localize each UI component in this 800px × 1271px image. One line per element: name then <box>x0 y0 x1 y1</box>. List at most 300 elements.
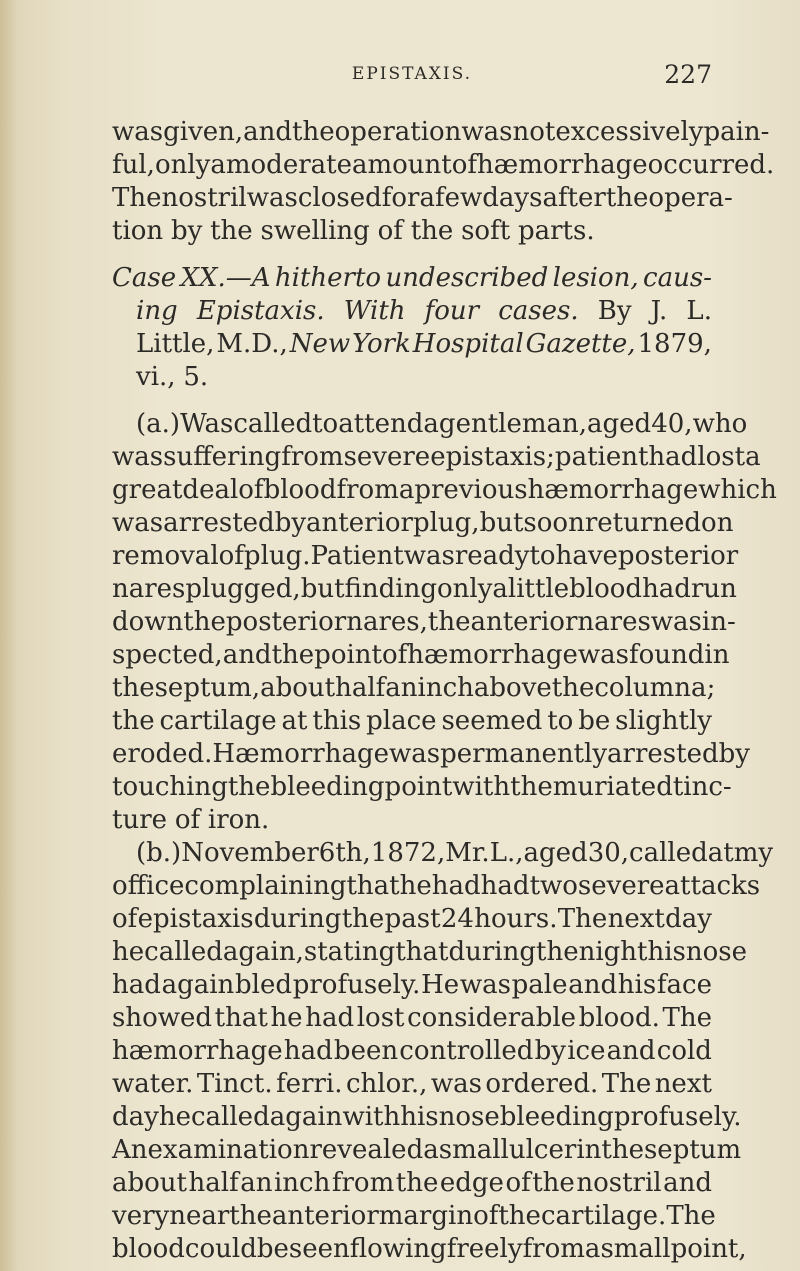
text-line <box>112 540 739 573</box>
word: ; <box>706 673 716 703</box>
word: this <box>312 706 362 736</box>
text-line <box>112 1167 712 1200</box>
word: was <box>459 970 511 1000</box>
word: Gazette, <box>525 329 636 359</box>
word: an <box>240 1168 273 1198</box>
word: night <box>578 937 648 967</box>
word: The <box>112 183 162 213</box>
word: The <box>662 1003 712 1033</box>
word: septum <box>643 1135 742 1165</box>
word: cold <box>656 1036 712 1066</box>
word: for <box>381 183 420 213</box>
text-line <box>112 606 736 639</box>
word: (a.) <box>136 409 181 439</box>
word: about <box>260 673 336 703</box>
word: that <box>346 871 400 901</box>
word: blood. <box>578 1003 660 1033</box>
text-line <box>112 1200 716 1233</box>
word: half <box>188 1168 239 1198</box>
word: only <box>436 574 493 604</box>
word: small <box>438 1135 509 1165</box>
word: small <box>600 1234 671 1264</box>
word: lesion, <box>552 263 639 293</box>
word: ing <box>136 296 178 326</box>
word: previous <box>414 475 528 505</box>
word: controlled <box>399 1036 534 1066</box>
word: called <box>233 409 313 439</box>
word: nares <box>112 574 186 604</box>
word: was <box>388 739 441 769</box>
word: he <box>158 1102 191 1132</box>
text-line <box>112 771 732 804</box>
word: could <box>184 1234 257 1264</box>
word: that <box>395 937 449 967</box>
word: called <box>629 838 708 868</box>
text-line <box>112 969 712 1002</box>
text-line <box>112 672 716 705</box>
word: the <box>112 673 155 703</box>
word: bleeding <box>270 772 385 802</box>
word: which <box>698 475 777 505</box>
word: November <box>181 838 319 868</box>
word: his <box>647 937 686 967</box>
word: half <box>335 673 386 703</box>
word: of <box>238 475 264 505</box>
word: lost <box>356 1003 405 1033</box>
word: plugged, <box>185 574 301 604</box>
word: epistaxis <box>430 442 547 472</box>
word: ; <box>546 442 555 472</box>
word: was <box>246 183 298 213</box>
word: cartilage. <box>540 1201 667 1231</box>
word: Epistaxis. <box>196 296 325 326</box>
word: suffering <box>163 442 282 472</box>
word: had <box>431 871 481 901</box>
word: The <box>557 904 608 934</box>
word: bled <box>235 970 293 1000</box>
word: the <box>536 937 579 967</box>
text-line <box>112 639 730 672</box>
text-line <box>112 408 748 441</box>
word: 24 <box>440 904 474 934</box>
word: of <box>174 805 201 835</box>
word: anterior <box>306 508 413 538</box>
word: soon <box>523 508 585 538</box>
word: severe <box>577 871 665 901</box>
word: at <box>707 838 734 868</box>
word: and <box>243 117 293 147</box>
word: the <box>183 607 226 637</box>
text-line <box>112 738 750 771</box>
word: he <box>399 871 432 901</box>
word: had <box>642 574 691 604</box>
word: 1872, <box>370 838 446 868</box>
word: ordered. <box>485 1069 599 1099</box>
word: 6th, <box>318 838 371 868</box>
word: past <box>384 904 441 934</box>
word: again, <box>222 937 304 967</box>
word: (b.) <box>136 838 182 868</box>
word: excessively <box>555 117 704 147</box>
text-line <box>112 1035 712 1068</box>
word: to <box>529 541 556 571</box>
word: J. <box>650 296 668 326</box>
word: showed <box>112 1003 213 1033</box>
word: the <box>227 772 271 802</box>
word: point, <box>670 1234 747 1264</box>
word: few <box>434 183 483 213</box>
word: been <box>333 1036 399 1066</box>
word: Was <box>180 409 234 439</box>
word: touching <box>112 772 228 802</box>
word: a <box>423 1135 439 1165</box>
word: he <box>270 1003 303 1033</box>
word: was <box>112 117 164 147</box>
word: Mr. <box>445 838 490 868</box>
page-number: 227 <box>664 60 712 89</box>
word: iron. <box>207 805 270 835</box>
word: in- <box>701 607 736 637</box>
word: the <box>395 1168 439 1198</box>
word: 30, <box>587 838 630 868</box>
word: after <box>542 183 606 213</box>
word: posterior <box>617 541 739 571</box>
word: closed <box>297 183 382 213</box>
word: inch <box>417 673 474 703</box>
word: of <box>218 541 244 571</box>
word: blood <box>112 1234 185 1264</box>
word: next <box>654 1069 712 1099</box>
word: two <box>529 871 578 901</box>
word: a <box>210 150 226 180</box>
word: An <box>112 1135 148 1165</box>
word: plug. <box>243 541 311 571</box>
word: edge <box>439 1168 504 1198</box>
text-line <box>112 149 775 182</box>
word: permanently <box>440 739 608 769</box>
word: eroded. <box>112 739 213 769</box>
word: swelling <box>260 216 370 246</box>
word: was <box>650 607 702 637</box>
word: from <box>331 1168 395 1198</box>
text-line <box>112 705 712 738</box>
word: Case <box>112 263 177 293</box>
word: severe <box>343 442 431 472</box>
word: was <box>112 442 164 472</box>
word: nares <box>577 607 651 637</box>
word: deal <box>182 475 239 505</box>
word: and <box>606 1036 656 1066</box>
word: and <box>222 640 272 670</box>
word: was <box>461 117 513 147</box>
text-line <box>112 474 777 507</box>
word: with <box>342 1102 401 1132</box>
word: to <box>547 706 574 736</box>
word: had <box>283 1036 333 1066</box>
body-text <box>112 116 777 1266</box>
word: of <box>112 904 138 934</box>
word: plug, <box>412 508 480 538</box>
word: was <box>577 640 629 670</box>
word: amount <box>351 150 452 180</box>
word: bleeding <box>499 1102 614 1132</box>
word: had <box>648 442 698 472</box>
text-line <box>112 870 761 903</box>
text-line <box>112 182 733 215</box>
text-line <box>112 215 712 248</box>
word: of <box>451 150 478 180</box>
word: nose <box>685 937 748 967</box>
word: arrested <box>163 508 275 538</box>
word: by <box>718 739 750 769</box>
word: face <box>656 970 712 1000</box>
word: nostril <box>576 1168 662 1198</box>
word: 40, <box>651 409 693 439</box>
word: was <box>403 541 455 571</box>
word: York <box>352 329 411 359</box>
word: in <box>704 640 730 670</box>
word: examination <box>147 1135 310 1165</box>
word: be <box>578 706 611 736</box>
word: a <box>584 1234 601 1264</box>
word: profusely. <box>292 970 421 1000</box>
word: By <box>597 296 632 326</box>
word: patient <box>554 442 649 472</box>
running-title: EPISTAXIS. <box>351 64 473 84</box>
word: blood <box>569 574 643 604</box>
word: L., <box>489 838 524 868</box>
word: opera- <box>648 183 733 213</box>
word: of <box>505 1168 531 1198</box>
word: Tinct. <box>196 1069 273 1099</box>
word: a <box>745 442 761 472</box>
text-line <box>112 903 712 936</box>
word: tinc- <box>672 772 732 802</box>
word: hæmorrhage <box>407 640 578 670</box>
word: and <box>568 970 618 1000</box>
word: ready <box>454 541 530 571</box>
word: only <box>154 150 211 180</box>
word: day <box>112 1102 159 1132</box>
word: a <box>423 409 439 439</box>
text-line <box>112 1002 712 1035</box>
word: the <box>605 183 649 213</box>
word: chlor., <box>345 1069 428 1099</box>
word: The <box>666 1201 716 1231</box>
word: slightly <box>615 706 712 736</box>
word: cartilage <box>159 706 277 736</box>
word: from <box>336 475 399 505</box>
word: L. <box>686 296 712 326</box>
word: hours. <box>474 904 558 934</box>
word: nares, <box>346 607 428 637</box>
word: during <box>253 904 342 934</box>
word: that <box>214 1003 268 1033</box>
word: freely <box>446 1234 523 1264</box>
text-line <box>112 361 712 394</box>
word: had <box>112 970 161 1000</box>
word: M.D., <box>216 329 288 359</box>
word: hitherto <box>274 263 382 293</box>
word: place <box>366 706 437 736</box>
word: blood <box>263 475 337 505</box>
word: gentleman, <box>438 409 588 439</box>
word: attend <box>338 409 424 439</box>
word: who <box>692 409 748 439</box>
word: The <box>601 1069 652 1099</box>
word: down <box>112 607 184 637</box>
word: and <box>663 1168 712 1198</box>
text-line <box>112 328 712 361</box>
word: posterior <box>225 607 347 637</box>
word: at <box>281 706 308 736</box>
word: anterior <box>271 1201 379 1231</box>
word: but <box>479 508 524 538</box>
word: water. <box>112 1069 194 1099</box>
word: With <box>343 296 406 326</box>
word: a <box>492 574 508 604</box>
word: columna <box>594 673 707 703</box>
word: aged <box>587 409 652 439</box>
word: great <box>112 475 183 505</box>
word: Patient <box>310 541 404 571</box>
word: stating <box>303 937 396 967</box>
word: the <box>532 1168 575 1198</box>
word: again <box>269 1102 343 1132</box>
word: occurred. <box>647 150 775 180</box>
word: had <box>305 1003 355 1033</box>
word: soft <box>461 216 511 246</box>
word: caus- <box>643 263 712 293</box>
word: ful, <box>112 150 155 180</box>
word: called <box>144 937 223 967</box>
word: to <box>312 409 339 439</box>
word: a <box>398 475 415 505</box>
word: days <box>482 183 543 213</box>
page-binding-shadow <box>0 0 18 1271</box>
word: finding <box>344 574 437 604</box>
text-line <box>112 1101 742 1134</box>
word: tion <box>112 216 164 246</box>
word: parts. <box>517 216 595 246</box>
word: Hospital <box>412 329 524 359</box>
word: on <box>701 508 734 538</box>
word: of <box>381 640 408 670</box>
word: inch <box>273 1168 331 1198</box>
word: hæmorrhage <box>527 475 699 505</box>
word: the <box>410 216 454 246</box>
word: moderate <box>225 150 352 180</box>
word: above <box>473 673 552 703</box>
text-line <box>112 262 712 295</box>
word: nostril <box>161 183 247 213</box>
word: was <box>430 1069 482 1099</box>
text-line <box>112 295 712 328</box>
word: pale <box>511 970 568 1000</box>
word: attacks <box>664 871 761 901</box>
word: muriated <box>552 772 673 802</box>
word: ferri. <box>276 1069 343 1099</box>
word: operation <box>334 117 462 147</box>
text-line <box>112 936 748 969</box>
word: have <box>555 541 618 571</box>
word: arrested <box>607 739 719 769</box>
word: his <box>617 970 657 1000</box>
word: his <box>400 1102 439 1132</box>
word: ulcer <box>508 1135 577 1165</box>
word: considerable <box>407 1003 577 1033</box>
word: removal <box>112 541 219 571</box>
word: pain- <box>703 117 770 147</box>
word: Little, <box>136 329 215 359</box>
word: was <box>112 508 164 538</box>
word: not <box>512 117 556 147</box>
word: Hæmorrhage <box>212 739 389 769</box>
text-line <box>112 837 774 870</box>
word: during <box>448 937 536 967</box>
word: seen <box>288 1234 350 1264</box>
word: seemed <box>441 706 543 736</box>
word: a <box>419 183 435 213</box>
word: office <box>112 871 185 901</box>
word: revealed <box>309 1135 424 1165</box>
word: had <box>480 871 530 901</box>
word: run <box>690 574 737 604</box>
text-line <box>112 804 712 837</box>
text-line <box>112 116 770 149</box>
word: given, <box>163 117 244 147</box>
word: He <box>421 970 460 1000</box>
page-header <box>112 60 712 96</box>
word: of <box>377 216 403 246</box>
word: the <box>112 706 155 736</box>
word: point <box>384 772 453 802</box>
word: lost <box>697 442 746 472</box>
word: septum, <box>154 673 261 703</box>
word: the <box>427 607 471 637</box>
word: returned <box>584 508 702 538</box>
word: hæmorrhage <box>112 1036 283 1066</box>
word: next <box>607 904 665 934</box>
word: four <box>424 296 480 326</box>
word: spected, <box>112 640 223 670</box>
word: the <box>229 1201 272 1231</box>
word: near <box>169 1201 230 1231</box>
word: by <box>274 508 307 538</box>
word: in <box>576 1135 602 1165</box>
text-line <box>112 1068 712 1101</box>
word: an <box>385 673 418 703</box>
word: vi., <box>136 362 176 392</box>
word: hæmorrhage <box>477 150 648 180</box>
word: nose <box>438 1102 500 1132</box>
word: 5. <box>183 362 209 392</box>
word: the <box>271 640 315 670</box>
word: found <box>629 640 705 670</box>
word: day <box>665 904 712 934</box>
text-line <box>112 441 761 474</box>
word: again <box>161 970 235 1000</box>
word: profusely. <box>613 1102 742 1132</box>
word: of <box>473 1201 499 1231</box>
word: epistaxis <box>137 904 254 934</box>
word: New <box>289 329 351 359</box>
word: the <box>341 904 385 934</box>
word: about <box>112 1168 187 1198</box>
word: ture <box>112 805 168 835</box>
word: the <box>601 1135 644 1165</box>
word: from <box>522 1234 585 1264</box>
